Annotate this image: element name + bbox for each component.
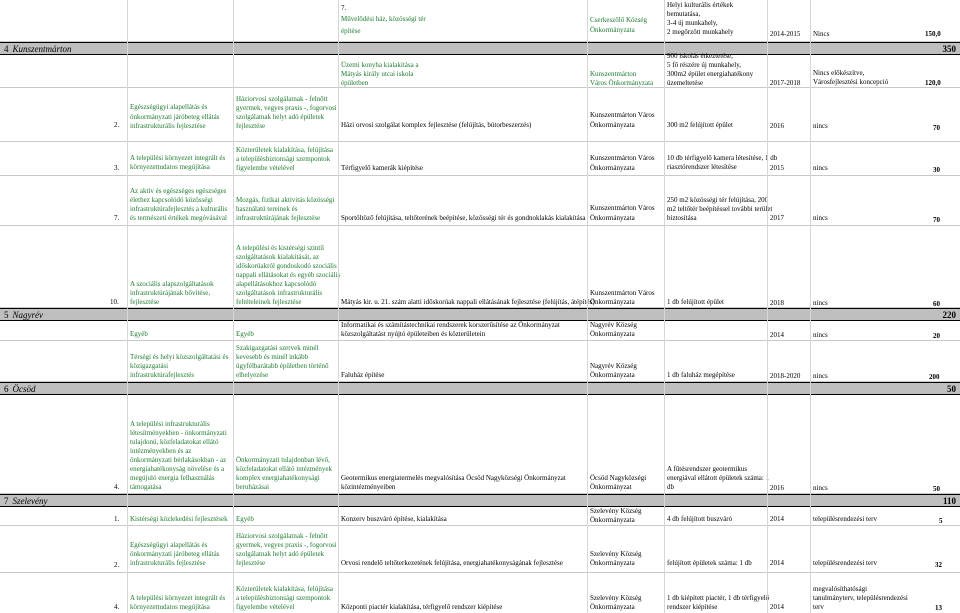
cell-text: rendszer kiépítése	[667, 603, 718, 611]
cell-text: Önkormányzata	[590, 214, 635, 222]
cell-text: Önkormányzata	[590, 603, 635, 611]
cell-text: infrastrukturális fejlesztése	[130, 122, 206, 130]
cell-text: Egészségügyi alapellátás és	[130, 103, 208, 111]
cell-text: Önkormányzata	[590, 298, 635, 306]
cell-text: Mozgás, fizikai aktivitás közösségi	[236, 196, 335, 204]
cell-text: A települési és kistérségi szintű	[236, 244, 324, 252]
cell-text: Térségi és helyi közszolgáltatási és	[130, 353, 229, 361]
cell-text: Üzemi konyha kialakítása a	[341, 61, 419, 69]
status-cell: Nincs	[813, 30, 830, 38]
year-cell: 2017	[770, 214, 784, 222]
cell-text: létesítményekben - önkormányzati	[130, 429, 227, 437]
cell-text: önkormányzati járóbeteg ellátás	[130, 113, 220, 121]
cell-text: A fűtésrendszer geotermikus	[667, 465, 748, 473]
year-cell: 2018-2020	[770, 372, 801, 380]
cell-text: Háziorvosi szolgálatnak - felnőtt	[236, 532, 328, 540]
cell-text: a településbiztonsági szempontok	[236, 155, 331, 163]
cell-text: fejlesztése	[236, 559, 266, 567]
cell-text: 300 m2 felújított épület	[667, 121, 733, 129]
cell-text: 7.	[341, 4, 347, 12]
table-row	[0, 507, 960, 526]
value-cell: 32	[935, 561, 942, 569]
cell-text: 2 megőrzött munkahely	[667, 28, 734, 36]
cell-text: Önkormányzata	[590, 516, 635, 524]
cell-text: feltételeinek fejlesztése	[236, 298, 302, 306]
table-row	[0, 526, 960, 573]
cell-text: Központi piactér kialakítása, térfigyelő rendszer kiépítése	[341, 603, 503, 611]
table-row	[0, 142, 960, 176]
cell-text: Szelevény Község	[590, 594, 642, 602]
section-total: 50	[947, 384, 956, 394]
cell-text: közszolgáltatást nyújtó épületeiben és közterületein	[341, 330, 486, 338]
cell-text: Orvosi rendelő teltőterkezetének felújítása, energiahatékonyságának fejlesztése	[341, 559, 563, 567]
column-divider	[664, 0, 665, 613]
value-cell: 5	[939, 517, 943, 525]
cell-text: Az aktív és egészséges egészséges	[130, 187, 227, 195]
year-cell: 2015	[770, 164, 784, 172]
year-cell: 2014	[770, 559, 784, 567]
cell-text: 3-4 új munkahely,	[667, 19, 718, 27]
cell-text: Kunszentmárton Város	[590, 111, 655, 119]
cell-text: szolgáltatások kialakítását, az	[236, 253, 319, 261]
cell-text: Kistérségi közlekedési fejlesztések	[130, 515, 228, 523]
cell-text: figyelembe vételével	[236, 603, 295, 611]
column-divider	[810, 0, 811, 613]
cell-text: üzemeltetése	[667, 79, 704, 87]
value-cell: 30	[933, 166, 940, 174]
cell-text: Nagyrév Község	[590, 321, 637, 329]
cell-text: Kunszentmárton Város	[590, 289, 655, 297]
cell-text: környezettudatos megújítása	[130, 603, 210, 611]
section-header-5	[0, 308, 960, 321]
cell-text: infrastruktúrájának bővítése,	[130, 289, 211, 297]
status-cell: terv	[813, 603, 824, 611]
status-cell: nincs	[813, 484, 828, 492]
year-cell: 2014-2015	[770, 30, 801, 38]
section-title: 5 Nagyrév	[4, 310, 43, 320]
cell-text: nappali ellátásokat és egyéb szociális	[236, 271, 341, 279]
cell-text: Sportöltöző felújítása, teltőterének beépítése, közösségi tér és gondnoklakás kialakítása	[341, 214, 586, 222]
cell-text: Önkormányzata	[590, 559, 635, 567]
row-number: 7.	[114, 214, 120, 222]
cell-text: Kunszentmárton Város	[590, 154, 655, 162]
cell-text: Közterületek kialakítása, felújítása	[236, 585, 333, 593]
cell-text: Szakigazgatási szervek minél	[236, 344, 319, 352]
cell-text: infrastruktúrájának fejlesztése	[236, 214, 321, 222]
cell-text: alapellátásokhoz kapcsolódó	[236, 280, 317, 288]
cell-text: Egyéb	[130, 330, 148, 338]
status-cell: nincs	[813, 331, 828, 339]
cell-text: 1 db kiépített piactér, 1 db térfigyelő	[667, 594, 770, 602]
cell-text: közfeladatokat ellátó intézmények	[236, 465, 333, 473]
column-divider	[767, 0, 768, 613]
section-header-7	[0, 494, 960, 507]
table-row	[0, 176, 960, 226]
cell-text: Önkormányzata	[590, 26, 635, 34]
cell-text: figyelembe vételével	[236, 164, 295, 172]
cell-text: Kunszentmárton	[590, 70, 637, 78]
table-row	[0, 341, 960, 382]
cell-text: épületben	[341, 79, 369, 87]
row-number: 2.	[114, 561, 120, 569]
cell-text: Házi orvosi szolgálat komplex fejlesztése (felújítás, bútorbeszerzés)	[341, 121, 532, 129]
section-total: 350	[942, 44, 956, 54]
cell-text: Informatikai és számítástechnikai rendszerek korszerűsítése az Önkormányzat	[341, 321, 560, 329]
status-cell: Városfejlesztési koncepció	[813, 78, 889, 86]
value-cell: 50	[933, 485, 940, 493]
cell-text: építése	[341, 27, 361, 35]
year-cell: 2017-2018	[770, 79, 801, 87]
cell-text: közigazgatási	[130, 362, 169, 370]
cell-text: db	[667, 483, 674, 491]
status-cell: Nincs előkészítve,	[813, 69, 865, 77]
value-cell: 70	[933, 124, 940, 132]
status-cell: nincs	[813, 122, 828, 130]
cell-text: intézményekben és az	[130, 447, 192, 455]
table-row	[0, 88, 960, 142]
section-title: 6 Öcsöd	[4, 384, 36, 394]
table-row	[0, 573, 960, 613]
year-cell: 2018	[770, 299, 784, 307]
cell-text: szolgáltatások infrastrukturális	[236, 289, 323, 297]
cell-text: A települési környezet integrált és	[130, 154, 226, 162]
cell-text: szolgálatnak helyt adó épületek	[236, 550, 325, 558]
status-cell: nincs	[813, 372, 828, 380]
cell-text: gyermek, vegyes praxis -, fogorvosi	[236, 541, 337, 549]
cell-text: tulajdonú, közfeladatokat ellátó	[130, 438, 219, 446]
column-divider	[338, 0, 339, 613]
cell-text: 250 m2 közösségi tér felújítása, 200	[667, 196, 769, 204]
table-row	[0, 395, 960, 494]
row-number: 1.	[114, 515, 120, 523]
row-number: 4.	[114, 483, 120, 491]
cell-text: Város Önkormányzata	[590, 79, 654, 87]
cell-text: Önkormányzata	[590, 330, 635, 338]
cell-text: önkormányzati bérlakásokban - az	[130, 456, 227, 464]
year-cell: 2016	[770, 484, 784, 492]
cell-text: Egyéb	[236, 515, 254, 523]
section-total: 220	[942, 310, 956, 320]
section-total: 110	[942, 496, 956, 506]
column-divider	[233, 0, 234, 613]
cell-text: biztosítása	[667, 214, 697, 222]
cell-text: Művelődési ház, közösségi tér	[341, 15, 426, 23]
cell-text: 300m2 épület energiahatékony	[667, 70, 754, 78]
cell-text: időskorúakról gondoskodó szociális	[236, 262, 337, 270]
cell-text: Önkormányzat	[590, 483, 632, 491]
cell-text: Nagyrév Község	[590, 362, 637, 370]
cell-text: Öcsöd Nagyközségi	[590, 474, 647, 482]
cell-text: Közterületek kialakítása, felújítása	[236, 146, 333, 154]
table-row	[0, 52, 960, 88]
status-cell: településrendezési terv	[813, 515, 877, 523]
status-cell: településrendezési terv	[813, 559, 877, 567]
cell-text: szolgálatnak helyt adó épületek	[236, 113, 325, 121]
table-row	[0, 321, 960, 341]
cell-text: felújított épületek száma: 1 db	[667, 559, 752, 567]
cell-text: 5 fő részére új munkahely,	[667, 61, 741, 69]
cell-text: támogatása	[130, 483, 162, 491]
value-cell: 200	[929, 373, 940, 381]
cell-text: fejlesztése	[130, 298, 160, 306]
cell-text: Cserkeszőlő Község	[590, 16, 647, 24]
cell-text: A szociális alapszolgáltatások	[130, 280, 214, 288]
section-header-6	[0, 382, 960, 395]
cell-text: infrastruktúrafejlesztés a kulturális	[130, 205, 228, 213]
cell-text: Kunszentmárton Város	[590, 204, 655, 212]
cell-text: Faluház építése	[341, 371, 385, 379]
cell-text: bemutatása,	[667, 10, 701, 18]
value-cell: 60	[933, 300, 940, 308]
cell-text: környezettudatos megújítása	[130, 163, 210, 171]
cell-text: m2 teltőtér beépítéssel további terület	[667, 205, 773, 213]
cell-text: Szelevény Község	[590, 550, 642, 558]
cell-text: Önkormányzati tulajdonban lévő,	[236, 456, 330, 464]
cell-text: megújuló energia felhasználás	[130, 474, 215, 482]
cell-text: 4 db felújított buszváró	[667, 515, 733, 523]
cell-text: és természeti értékek megóvásával	[130, 214, 227, 222]
cell-text: 1 db felújított épület	[667, 298, 724, 306]
cell-text: energiahatékonyság növelése és a	[130, 465, 225, 473]
status-cell: nincs	[813, 164, 828, 172]
cell-text: riasztórendszer létesítése	[667, 163, 737, 171]
cell-text: Térfigyelő kamerák kiépítése	[341, 164, 424, 172]
cell-text: Egészségügyi alapellátás és	[130, 541, 208, 549]
status-cell: nincs	[813, 299, 828, 307]
row-number: 10.	[110, 298, 119, 306]
cell-text: fejlesztése	[236, 122, 266, 130]
cell-text: elhelyezése	[236, 371, 269, 379]
cell-text: Háziorvosi szolgálatnak - felnőtt	[236, 95, 328, 103]
cell-text: Önkormányzata	[590, 121, 635, 129]
cell-text: élethez kapcsolódó közösségi	[130, 196, 213, 204]
cell-text: 1 db faluház megépítése	[667, 371, 735, 379]
table-row	[0, 0, 960, 42]
table-row	[0, 226, 960, 308]
status-cell: tanulmányterv, településrendezési	[813, 594, 908, 602]
value-cell: 20	[933, 332, 940, 340]
value-cell: 120,0	[925, 79, 941, 87]
cell-text: közintézményeiben	[341, 483, 396, 491]
cell-text: Egyéb	[236, 330, 254, 338]
cell-text: infrastrukturális fejlesztése	[130, 559, 206, 567]
cell-text: Mátyás király utcai iskola	[341, 70, 414, 78]
row-number: 2.	[114, 121, 120, 129]
cell-text: Geotermikus energiatermelés megvalósítása Öcsöd Nagyközségi Önkormányzat	[341, 474, 566, 482]
cell-text: infrastruktúrafejlesztés	[130, 371, 195, 379]
cell-text: ügyfélbarátabb épületben történő	[236, 362, 329, 370]
year-cell: 2014	[770, 515, 784, 523]
cell-text: önkormányzati járóbeteg ellátás	[130, 550, 220, 558]
cell-text: Szelevény Község	[590, 507, 642, 515]
row-number: 3.	[114, 164, 120, 172]
section-title: 7 Szelevény	[4, 496, 48, 506]
column-divider	[587, 0, 588, 613]
status-cell: nincs	[813, 214, 828, 222]
cell-text: Konzerv buszváró építése, kialakítása	[341, 515, 447, 523]
cell-text: energiával ellátott épületek száma: 1	[667, 474, 770, 482]
cell-text: komplex energiahatékonysági	[236, 474, 320, 482]
section-title: 4 Kunszentmárton	[4, 44, 72, 54]
year-cell: 2016	[770, 122, 784, 130]
value-cell: 13	[935, 604, 942, 612]
cell-text: 900 iskolás étkeztetése,	[667, 52, 733, 60]
cell-text: A települési környezet integrált és	[130, 594, 226, 602]
status-cell: megvalósíthatósági	[813, 585, 868, 593]
year-cell: 2014	[770, 331, 784, 339]
cell-text: Mátyás kir. u. 21. szám alatti időskorúak nappali ellátásának fejlesztése (felújítás, átépítés)	[341, 298, 595, 306]
cell-text: Helyi kulturális értékek	[667, 1, 734, 9]
column-divider	[127, 0, 128, 613]
cell-text: Önkormányzata	[590, 164, 635, 172]
cell-text: 10 db térfigyelő kamera létesítése, 1 db	[667, 154, 778, 162]
cell-text: gyermek, vegyes praxis -, fogorvosi	[236, 104, 337, 112]
cell-text: használatú tereinek és	[236, 205, 298, 213]
cell-text: A települési infrastrukturális	[130, 420, 210, 428]
cell-text: a településbiztonsági szempontok	[236, 594, 331, 602]
row-number: 4.	[114, 603, 120, 611]
value-cell: 150,0	[925, 30, 941, 38]
cell-text: Önkormányzata	[590, 371, 635, 379]
section-header-4	[0, 42, 960, 55]
cell-text: kevesebb és minél inkább	[236, 353, 309, 361]
cell-text: beruházásai	[236, 483, 270, 491]
year-cell: 2014	[770, 603, 784, 611]
value-cell: 70	[933, 216, 940, 224]
